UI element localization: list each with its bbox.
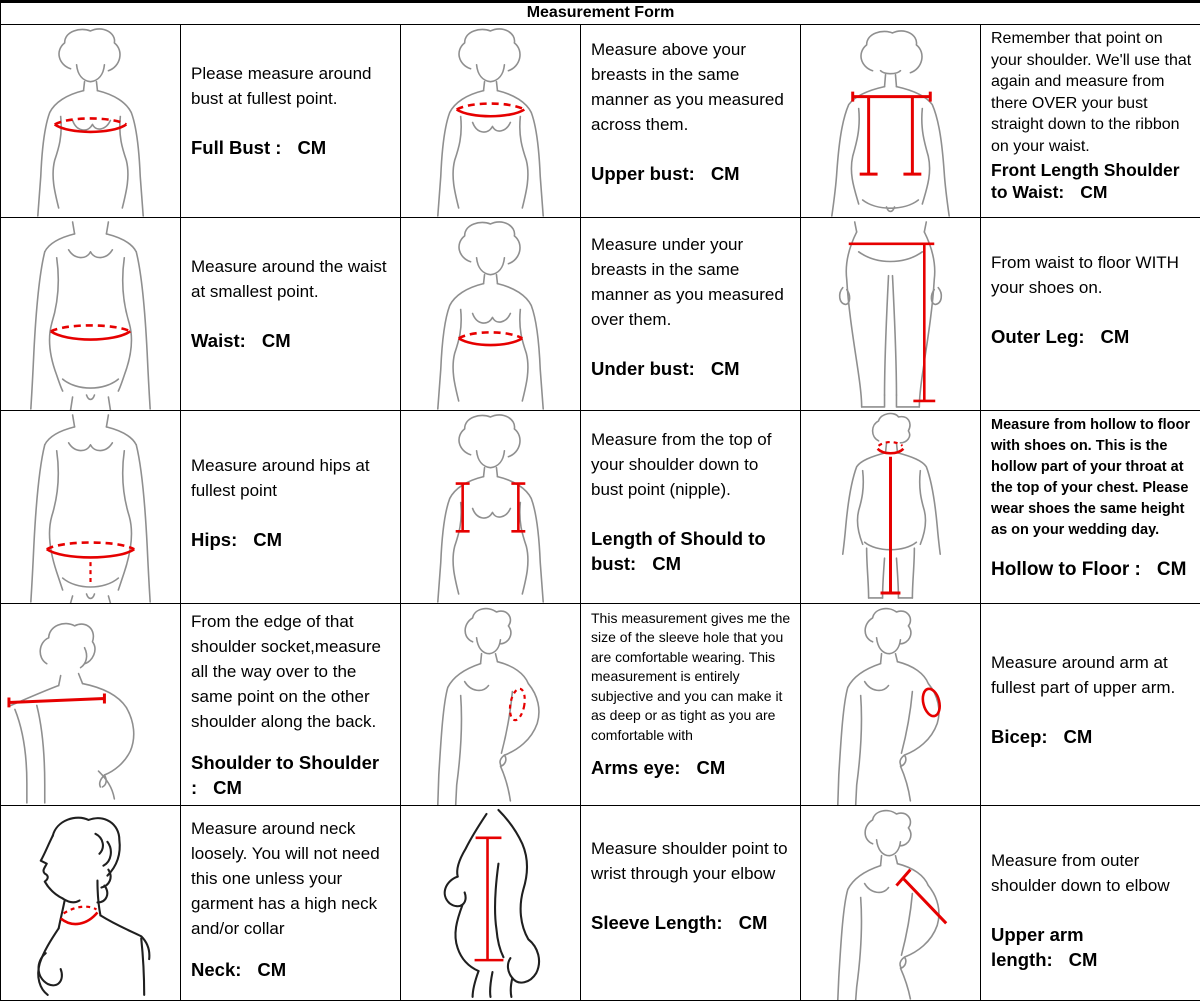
- unit-text: CM: [695, 358, 740, 379]
- table-row: [1, 410, 1200, 603]
- figure-cell-arms-eye: [401, 603, 581, 805]
- figure-cell-neck: [1, 805, 181, 1000]
- unit-text: CM: [1048, 726, 1093, 747]
- measurement-label: [591, 526, 792, 576]
- measurement-label: [991, 557, 1192, 582]
- label-text: Outer Leg:: [991, 326, 1085, 347]
- label-text: Upper arm length:: [991, 924, 1084, 970]
- full-bust-measurement-mark: [55, 118, 127, 131]
- text-cell-shoulder-to-shoulder: [181, 603, 401, 805]
- measurement-label: [191, 328, 392, 353]
- measurement-description: Measure around the waist at smallest point.: [191, 254, 392, 304]
- neck-measurement-mark: [61, 907, 98, 924]
- label-text: Full Bust :: [191, 137, 281, 158]
- label-text: Hips:: [191, 529, 237, 550]
- table-row: [1, 805, 1200, 1000]
- unit-text: CM: [246, 330, 291, 351]
- text-cell-full-bust: [181, 25, 401, 218]
- under-bust-figure: [401, 218, 580, 410]
- unit-text: CM: [695, 163, 740, 184]
- figure-cell-front-length: [801, 25, 981, 218]
- measurement-label: [591, 755, 792, 780]
- unit-text: CM: [1064, 182, 1107, 202]
- measurement-description: Measure around arm at fullest part of upper arm.: [991, 650, 1192, 700]
- label-text: Front Length Shoulder to Waist:: [991, 160, 1180, 202]
- table-row: [1, 218, 1200, 411]
- figure-cell-under-bust: [401, 218, 581, 411]
- unit-text: CM: [197, 777, 242, 798]
- figure-cell-sleeve-length: [401, 805, 581, 1000]
- unit-text: CM: [723, 912, 768, 933]
- shoulder-to-bust-figure: [401, 411, 580, 603]
- figure-cell-upper-bust: [401, 25, 581, 218]
- measurement-description: From the edge of that shoulder socket,measure all the way over to the same point on the other shoulder along the back.: [191, 609, 392, 734]
- measurement-description: Measure around hips at fullest point: [191, 453, 392, 503]
- upper-arm-length-measurement-mark: [896, 870, 946, 924]
- hips-figure: [1, 411, 180, 603]
- measurement-label: [991, 724, 1192, 749]
- text-cell-neck: [181, 805, 401, 1000]
- table-row: [1, 25, 1200, 218]
- label-text: Sleeve Length:: [591, 912, 723, 933]
- full-bust-figure: [1, 25, 180, 217]
- measurement-label: [591, 161, 792, 186]
- label-text: Shoulder to Shoulder :: [191, 752, 379, 798]
- figure-cell-full-bust: [1, 25, 181, 218]
- measurement-label: [191, 135, 392, 160]
- figure-cell-bicep: [801, 603, 981, 805]
- measurement-label: [191, 527, 392, 552]
- text-cell-shoulder-to-bust: [581, 410, 801, 603]
- unit-text: CM: [1141, 559, 1187, 580]
- shoulder-to-shoulder-measurement-mark: [9, 693, 104, 707]
- waist-figure: [1, 218, 180, 410]
- figure-cell-hollow-to-floor: [801, 410, 981, 603]
- text-cell-outer-leg: [981, 218, 1200, 411]
- sleeve-length-figure: [401, 806, 580, 1000]
- arms-eye-figure: [401, 604, 580, 805]
- measurement-label: [191, 957, 392, 982]
- measurement-description: Measure from the top of your shoulder down to bust point (nipple).: [591, 427, 792, 502]
- shoulder-to-shoulder-figure: [1, 604, 180, 805]
- figure-cell-hips: [1, 410, 181, 603]
- upper-bust-measurement-mark: [457, 104, 525, 117]
- label-text: Upper bust:: [591, 163, 695, 184]
- label-text: Length of Should to bust:: [591, 528, 766, 574]
- figure-cell-shoulder-to-bust: [401, 410, 581, 603]
- text-cell-upper-bust: [581, 25, 801, 218]
- label-text: Waist:: [191, 330, 246, 351]
- unit-text: CM: [241, 959, 286, 980]
- unit-text: CM: [1085, 326, 1130, 347]
- unit-text: CM: [636, 553, 681, 574]
- figure-cell-upper-arm-length: [801, 805, 981, 1000]
- measurement-description: This measurement gives me the size of the sleeve hole that you are comfortable wearing. This measurement is entirely subjective and you can make it as deep or as tight as you are comfortable with: [591, 609, 792, 746]
- hollow-to-floor-figure: [801, 411, 980, 603]
- bicep-figure: [801, 604, 980, 805]
- front-length-figure: [801, 25, 980, 217]
- label-text: Under bust:: [591, 358, 695, 379]
- measurement-label: [991, 922, 1192, 972]
- upper-arm-length-figure: [801, 806, 980, 1000]
- measurement-label: [591, 910, 792, 935]
- text-cell-upper-arm-length: [981, 805, 1200, 1000]
- under-bust-measurement-mark: [459, 332, 523, 345]
- hips-measurement-mark: [47, 542, 135, 582]
- measurement-description: Measure around neck loosely. You will not need this one unless your garment has a high neck and/or collar: [191, 816, 392, 941]
- label-text: Neck:: [191, 959, 241, 980]
- measurement-description: Measure from hollow to floor with shoes on. This is the hollow part of your throat at the top of your chest. Please wear shoes the same height as on your wedding day.: [991, 415, 1192, 541]
- label-text: Hollow to Floor :: [991, 559, 1141, 580]
- figure-cell-shoulder-to-shoulder: [1, 603, 181, 805]
- measurement-label: [991, 159, 1192, 203]
- measurement-description: Remember that point on your shoulder. We'll use that again and measure from there OVER your bust straight down to the ribbon on your waist.: [991, 28, 1192, 157]
- unit-text: CM: [1053, 949, 1098, 970]
- form-title: Measurement Form: [1, 2, 1200, 25]
- text-cell-waist: [181, 218, 401, 411]
- outer-leg-figure: [801, 218, 980, 410]
- text-cell-hips: [181, 410, 401, 603]
- neck-figure: [1, 806, 180, 1000]
- front-length-measurement-mark: [853, 92, 931, 175]
- bicep-measurement-mark: [920, 687, 942, 718]
- hollow-to-floor-measurement-mark: [878, 442, 904, 593]
- measurement-description: Measure shoulder point to wrist through your elbow: [591, 836, 792, 886]
- figure-cell-waist: [1, 218, 181, 411]
- unit-text: CM: [680, 757, 725, 778]
- measurement-description: Measure under your breasts in the same manner as you measured over them.: [591, 232, 792, 332]
- figure-cell-outer-leg: [801, 218, 981, 411]
- label-text: Arms eye:: [591, 757, 680, 778]
- measurement-description: Please measure around bust at fullest point.: [191, 61, 392, 111]
- text-cell-under-bust: [581, 218, 801, 411]
- text-cell-front-length: [981, 25, 1200, 218]
- measurement-label: [191, 750, 392, 800]
- waist-measurement-mark: [51, 325, 131, 339]
- upper-bust-figure: [401, 25, 580, 217]
- text-cell-sleeve-length: [581, 805, 801, 1000]
- text-cell-bicep: [981, 603, 1200, 805]
- unit-text: CM: [237, 529, 282, 550]
- unit-text: CM: [281, 137, 326, 158]
- text-cell-hollow-to-floor: [981, 410, 1200, 603]
- shoulder-to-bust-measurement-mark: [456, 484, 526, 532]
- text-cell-arms-eye: [581, 603, 801, 805]
- measurement-label: [991, 324, 1192, 349]
- measurement-description: Measure from outer shoulder down to elbow: [991, 848, 1192, 898]
- title-row: [1, 2, 1200, 25]
- table-row: [1, 603, 1200, 805]
- label-text: Bicep:: [991, 726, 1048, 747]
- measurement-label: [591, 356, 792, 381]
- measurement-description: Measure above your breasts in the same manner as you measured across them.: [591, 37, 792, 137]
- measurement-description: From waist to floor WITH your shoes on.: [991, 250, 1192, 300]
